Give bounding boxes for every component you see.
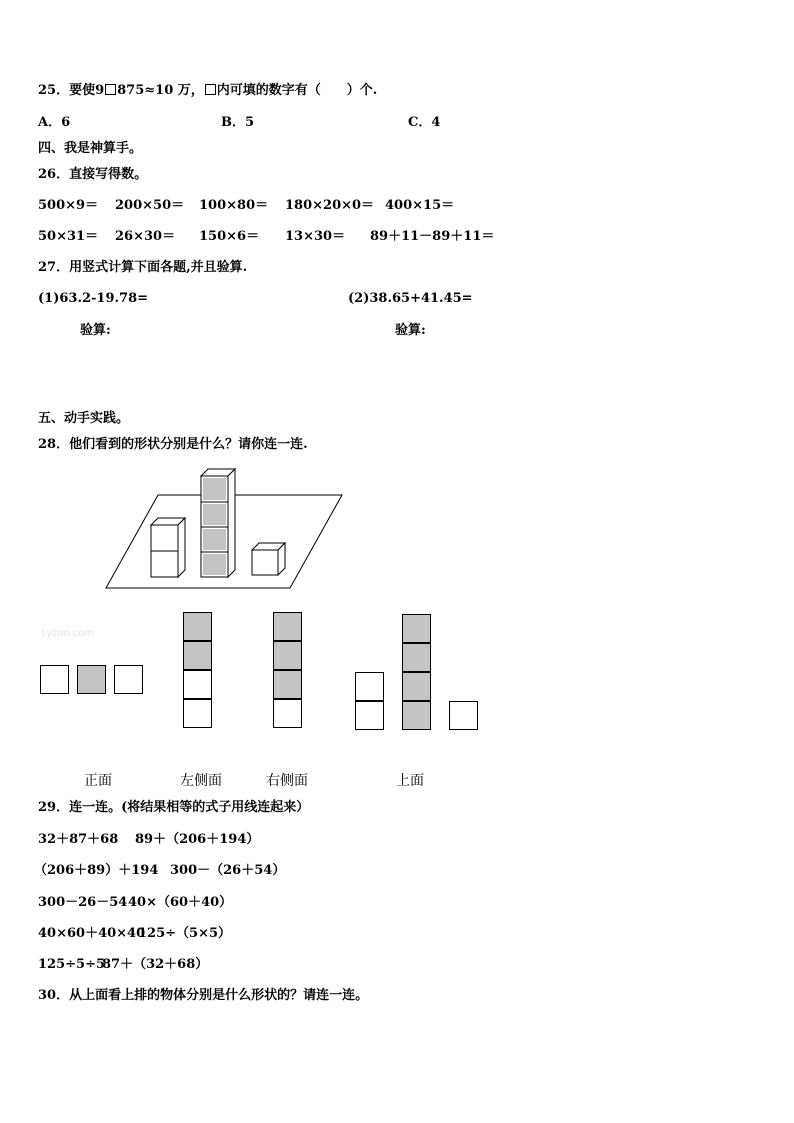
q25-text-a: 要使9 [69, 83, 105, 98]
q26-expr: 180×20×0＝ [285, 198, 375, 213]
q25-option-a[interactable]: A．6 [38, 115, 71, 130]
q25-option-b[interactable]: B．5 [221, 115, 255, 130]
q25-text-c: 内可填的数字有（ ）个. [216, 83, 378, 98]
q29-right-expr[interactable]: 40×（60＋40） [128, 895, 233, 910]
q26-expr: 150×6＝ [199, 229, 260, 244]
q26-expr: 100×80＝ [199, 198, 269, 213]
q28-title: 28．他们看到的形状分别是什么？请你连一连. [38, 437, 308, 452]
cube-stack-left [151, 518, 185, 577]
view-label-left[interactable]: 左侧面 [180, 773, 222, 789]
view-label-top[interactable]: 上面 [396, 773, 424, 789]
view-label-right[interactable]: 右侧面 [266, 773, 308, 789]
section5-title: 五、动手实践。 [38, 411, 130, 426]
cube-stack-tall [201, 469, 235, 577]
q29-left-expr[interactable]: 125÷5÷5 [38, 957, 106, 972]
section4-title: 四、我是神算手。 [38, 141, 143, 156]
q26-expr: 89＋11－89＋11＝ [370, 229, 495, 244]
q29-right-expr[interactable]: 87＋（32＋68） [102, 957, 209, 972]
q27-title: 27．用竖式计算下面各题,并且验算. [38, 260, 248, 275]
q29-left-expr[interactable]: 32＋87＋68 [38, 832, 119, 847]
q26-expr: 400×15＝ [385, 198, 455, 213]
q26-expr: 500×9＝ [38, 198, 99, 213]
q26-expr: 13×30＝ [285, 229, 346, 244]
q25-option-c[interactable]: C．4 [408, 115, 441, 130]
q25-text-b: 875≈10 万， [117, 83, 204, 98]
q27-check-1: 验算: [80, 323, 111, 338]
cube-single [252, 543, 285, 575]
q29-left-expr[interactable]: （206＋89）＋194 [34, 863, 159, 878]
q26-expr: 26×30＝ [115, 229, 176, 244]
q29-left-expr[interactable]: 300－26－54 [38, 895, 128, 910]
q26-expr: 50×31＝ [38, 229, 99, 244]
q26-title: 26．直接写得数。 [38, 167, 148, 182]
view-label-front[interactable]: 正面 [84, 773, 112, 789]
q27-problem-2: (2)38.65+41.45= [348, 291, 473, 306]
q29-left-expr[interactable]: 40×60＋40×40 [38, 926, 146, 941]
q29-right-expr[interactable]: 300－（26＋54） [170, 863, 286, 878]
q26-expr: 200×50＝ [115, 198, 185, 213]
q30-title: 30．从上面看上排的物体分别是什么形状的？请连一连。 [38, 988, 369, 1003]
q27-problem-1: (1)63.2-19.78= [38, 291, 149, 306]
q25-number: 25． [38, 83, 70, 98]
q29-right-expr[interactable]: 125÷（5×5） [138, 926, 232, 941]
q29-right-expr[interactable]: 89＋（206＋194） [135, 832, 260, 847]
q27-check-2: 验算: [395, 323, 426, 338]
q29-title: 29．连一连。(将结果相等的式子用线连起来） [38, 800, 310, 815]
watermark: 1yzoo.com [40, 628, 95, 639]
